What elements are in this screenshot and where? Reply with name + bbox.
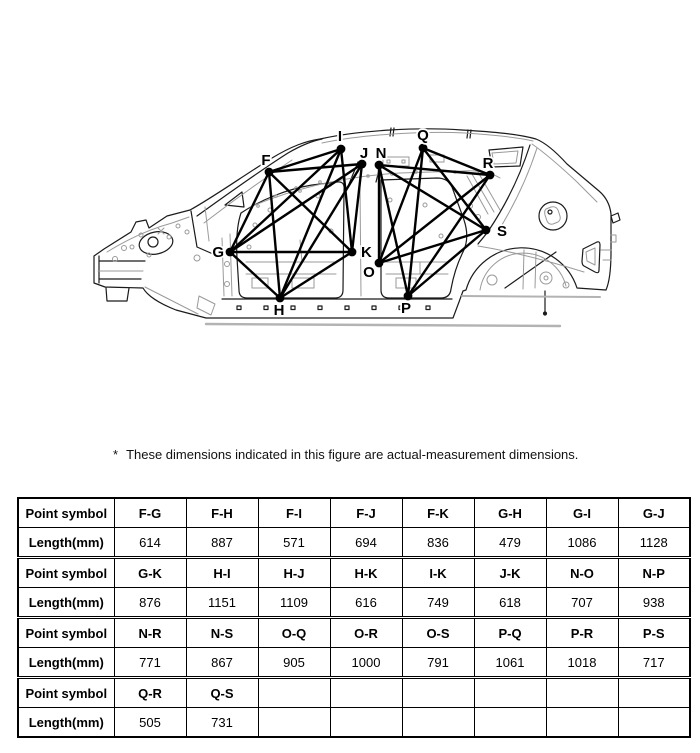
length-cell: 1061 [474,648,546,678]
secondary-lines [98,132,616,315]
point-symbol-cell: P-Q [474,618,546,648]
point-symbol-cell: N-R [114,618,186,648]
point-symbol-cell [546,678,618,708]
point-symbol-cell: G-I [546,498,618,528]
length-cell: 614 [114,528,186,558]
point-label-R: R [482,155,494,172]
length-cell [258,708,330,738]
measure-line-F-H [269,172,280,298]
measure-line-N-P [379,165,408,296]
row-header-cell: Point symbol [18,498,114,528]
point-symbol-cell: H-K [330,558,402,588]
point-symbol-cell: Q-S [186,678,258,708]
point-symbol-cell: O-R [330,618,402,648]
point-symbol-cell [258,678,330,708]
taillight-recess [582,242,600,273]
measure-point-K [348,248,357,257]
length-cell: 771 [114,648,186,678]
length-cell: 717 [618,648,690,678]
figure-note [113,447,578,462]
length-cell: 479 [474,528,546,558]
length-cell: 1000 [330,648,402,678]
length-cell: 1109 [258,588,330,618]
point-symbol-cell: F-J [330,498,402,528]
point-symbol-cell [330,678,402,708]
point-label-J: J [359,145,369,162]
length-cell: 836 [402,528,474,558]
point-label-K: K [361,244,372,261]
measure-point-O [375,259,384,268]
point-symbol-cell [618,678,690,708]
length-cell: 618 [474,588,546,618]
length-cell: 1018 [546,648,618,678]
table-row [18,528,690,558]
point-label-H: H [273,302,285,319]
rear-door-opening [381,178,467,298]
measure-point-Q [419,144,428,153]
row-header-cell: Length(mm) [18,528,114,558]
measure-line-H-K [280,252,352,298]
point-symbol-cell: Q-R [114,678,186,708]
length-cell: 876 [114,588,186,618]
length-cell: 707 [546,588,618,618]
dimensions-table [17,497,691,738]
length-cell [618,708,690,738]
length-cell: 867 [186,648,258,678]
measure-point-S [482,226,491,235]
row-header-cell: Length(mm) [18,648,114,678]
length-cell: 1151 [186,588,258,618]
point-label-Q: Q [417,127,429,144]
point-symbol-cell: N-P [618,558,690,588]
row-header-cell: Length(mm) [18,708,114,738]
measure-point-G [226,248,235,257]
length-cell: 616 [330,588,402,618]
table-row [18,708,690,738]
point-symbol-cell: H-I [186,558,258,588]
point-label-G: G [212,244,224,261]
point-symbol-cell: N-O [546,558,618,588]
note-asterisk: * [113,447,119,462]
point-symbol-cell: J-K [474,558,546,588]
length-cell: 905 [258,648,330,678]
point-symbol-cell: O-Q [258,618,330,648]
length-cell [402,708,474,738]
length-cell [474,708,546,738]
point-symbol-cell: N-S [186,618,258,648]
point-symbol-cell: F-K [402,498,474,528]
measurement-overlay [212,127,507,319]
point-symbol-cell: F-I [258,498,330,528]
fuel-filler [539,202,567,230]
row-header-cell: Point symbol [18,618,114,648]
point-symbol-cell: O-S [402,618,474,648]
length-cell: 505 [114,708,186,738]
row-header-cell: Point symbol [18,558,114,588]
point-symbol-cell: I-K [402,558,474,588]
point-label-P: P [400,300,412,317]
table-row [18,498,690,528]
point-symbol-cell: G-H [474,498,546,528]
point-symbol-cell: F-H [186,498,258,528]
point-symbol-cell: P-R [546,618,618,648]
length-cell: 1128 [618,528,690,558]
length-cell: 731 [186,708,258,738]
vehicle-body-line-art [94,128,620,326]
measure-point-I [337,145,346,154]
point-label-N: N [375,145,387,162]
point-label-S: S [497,223,508,240]
measure-line-F-K [269,172,352,252]
point-symbol-cell: G-J [618,498,690,528]
table-row [18,618,690,648]
point-symbol-cell: G-K [114,558,186,588]
point-symbol-cell [402,678,474,708]
point-label-I: I [337,128,343,145]
row-header-cell: Length(mm) [18,588,114,618]
point-label-F: F [261,152,271,169]
length-cell: 938 [618,588,690,618]
point-symbol-cell: H-J [258,558,330,588]
point-symbol-cell: P-S [618,618,690,648]
length-cell: 749 [402,588,474,618]
length-cell: 791 [402,648,474,678]
length-cell [546,708,618,738]
length-cell: 887 [186,528,258,558]
length-cell [330,708,402,738]
point-symbol-cell [474,678,546,708]
length-cell: 571 [258,528,330,558]
table-row [18,648,690,678]
table-row [18,678,690,708]
length-cell: 694 [330,528,402,558]
point-label-O: O [363,264,375,281]
table-row [18,558,690,588]
row-header-cell: Point symbol [18,678,114,708]
note-text: These dimensions indicated in this figure are actual-measurement dimensions. [126,447,579,462]
point-symbol-cell: F-G [114,498,186,528]
table-row [18,588,690,618]
length-cell: 1086 [546,528,618,558]
